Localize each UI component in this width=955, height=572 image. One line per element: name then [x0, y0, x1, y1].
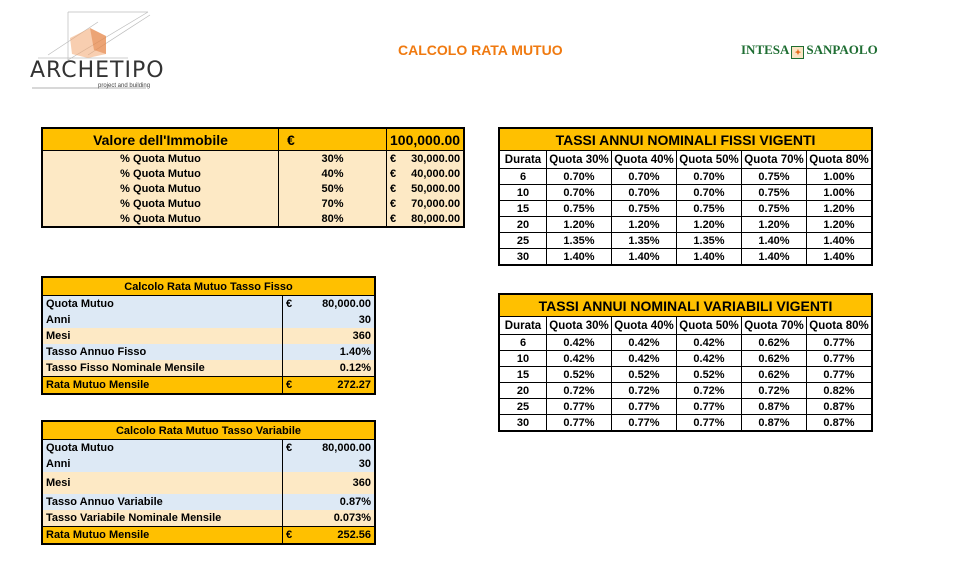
rate-cell: 0.42% — [677, 335, 742, 351]
rate-cell: 0.77% — [677, 415, 742, 432]
table-row — [499, 383, 872, 399]
table-row — [499, 399, 872, 415]
calc-variable-title: Calcolo Rata Mutuo Tasso Variabile — [42, 421, 375, 440]
rate-cell: 30 — [499, 249, 547, 266]
rata-label: Rata Mutuo Mensile — [42, 377, 283, 395]
rate-cell: 0.75% — [612, 201, 677, 217]
table-row — [499, 351, 872, 367]
quota-label: Quota Mutuo — [42, 440, 283, 457]
quota-label: % Quota Mutuo — [42, 211, 279, 227]
calc-variable-mensile-row — [42, 510, 375, 527]
quota-amount-cell — [387, 211, 465, 227]
anni-value[interactable]: 30 — [283, 456, 376, 472]
rate-cell: 1.20% — [677, 217, 742, 233]
rate-cell: 1.20% — [612, 217, 677, 233]
quota-currency: € — [390, 182, 397, 195]
rate-cell: 0.62% — [742, 351, 807, 367]
calc-fixed-table — [41, 276, 376, 395]
property-value-row — [42, 128, 464, 151]
rata-value-cell — [283, 377, 376, 395]
calc-fixed-quota-row — [42, 296, 375, 313]
rate-cell: 0.77% — [547, 399, 612, 415]
quota-pct: 40% — [279, 166, 387, 181]
quota-currency: € — [286, 442, 293, 454]
calc-fixed-mesi-row — [42, 328, 375, 344]
rate-cell: 0.72% — [677, 383, 742, 399]
quota-pct: 50% — [279, 181, 387, 196]
quota-amount: 70,000.00 — [411, 197, 461, 210]
rate-cell: 6 — [499, 169, 547, 185]
quota-pct: 70% — [279, 196, 387, 211]
rate-cell: 1.40% — [677, 249, 742, 266]
calc-variable-rata-row — [42, 527, 375, 545]
rate-cell: 0.62% — [742, 335, 807, 351]
calc-fixed-rata-row — [42, 377, 375, 395]
calc-variable-mesi-row — [42, 472, 375, 494]
logo-name: ARCHETIPO — [30, 58, 165, 83]
rate-cell: 20 — [499, 383, 547, 399]
rate-cell: 0.77% — [807, 351, 873, 367]
quota-label: % Quota Mutuo — [42, 151, 279, 167]
calc-variable-tasso-row — [42, 494, 375, 510]
mensile-value: 0.073% — [283, 510, 376, 527]
rate-cell: 0.70% — [612, 169, 677, 185]
table-row — [499, 201, 872, 217]
rate-cell: 0.77% — [807, 335, 873, 351]
rate-cell: 0.70% — [547, 169, 612, 185]
column-header: Quota 70% — [742, 151, 807, 169]
quota-currency: € — [390, 212, 397, 225]
rate-cell: 0.75% — [677, 201, 742, 217]
intesa-sanpaolo-logo — [741, 42, 878, 59]
rate-cell: 1.00% — [807, 185, 873, 201]
rate-cell: 0.42% — [612, 351, 677, 367]
variable-rates-title: TASSI ANNUI NOMINALI VARIABILI VIGENTI — [499, 294, 872, 317]
calc-variable-quota-row — [42, 440, 375, 457]
quota-currency: € — [390, 197, 397, 210]
mesi-value: 360 — [283, 328, 376, 344]
mensile-label: Tasso Fisso Nominale Mensile — [42, 360, 283, 377]
table-row — [499, 233, 872, 249]
rate-cell: 0.70% — [677, 185, 742, 201]
property-value-label: Valore dell'Immobile — [42, 128, 279, 151]
quota-label: % Quota Mutuo — [42, 166, 279, 181]
rate-cell: 15 — [499, 367, 547, 383]
rate-cell: 0.42% — [547, 335, 612, 351]
fixed-rates-title: TASSI ANNUI NOMINALI FISSI VIGENTI — [499, 128, 872, 151]
column-header: Durata — [499, 317, 547, 335]
table-row — [499, 217, 872, 233]
rate-cell: 0.52% — [547, 367, 612, 383]
column-header: Quota 80% — [807, 317, 873, 335]
mensile-label: Tasso Variabile Nominale Mensile — [42, 510, 283, 527]
rate-cell: 10 — [499, 185, 547, 201]
quota-row — [42, 151, 464, 167]
rate-cell: 1.20% — [547, 217, 612, 233]
tasso-label: Tasso Annuo Fisso — [42, 344, 283, 360]
quota-row — [42, 181, 464, 196]
table-row — [499, 249, 872, 266]
calc-fixed-anni-row — [42, 312, 375, 328]
rate-cell: 30 — [499, 415, 547, 432]
table-row — [499, 335, 872, 351]
quota-amount: 40,000.00 — [411, 167, 461, 180]
rate-cell: 0.75% — [742, 185, 807, 201]
rate-cell: 0.82% — [807, 383, 873, 399]
tasso-label: Tasso Annuo Variabile — [42, 494, 283, 510]
table-row — [499, 185, 872, 201]
fixed-rates-table — [498, 127, 873, 266]
rate-cell: 1.40% — [547, 249, 612, 266]
quota-amount-cell — [387, 166, 465, 181]
rate-cell: 0.72% — [547, 383, 612, 399]
rate-cell: 1.20% — [807, 217, 873, 233]
quota-row — [42, 211, 464, 227]
rate-cell: 0.87% — [807, 415, 873, 432]
rata-value-cell — [283, 527, 376, 545]
rate-cell: 25 — [499, 399, 547, 415]
quota-value: 80,000.00 — [322, 442, 371, 454]
table-row — [499, 367, 872, 383]
mensile-value: 0.12% — [283, 360, 376, 377]
rate-cell: 0.75% — [547, 201, 612, 217]
quota-row — [42, 196, 464, 211]
anni-label: Anni — [42, 312, 283, 328]
calc-variable-anni-row — [42, 456, 375, 472]
quota-value-cell[interactable] — [283, 440, 376, 457]
property-currency: € — [279, 128, 387, 151]
calc-fixed-tasso-row — [42, 344, 375, 360]
quota-label: % Quota Mutuo — [42, 196, 279, 211]
rate-cell: 0.52% — [677, 367, 742, 383]
rata-label: Rata Mutuo Mensile — [42, 527, 283, 545]
quota-row — [42, 166, 464, 181]
rate-cell: 15 — [499, 201, 547, 217]
column-header: Quota 80% — [807, 151, 873, 169]
rata-currency: € — [286, 529, 293, 541]
table-row — [499, 169, 872, 185]
rate-cell: 1.35% — [547, 233, 612, 249]
quota-label: % Quota Mutuo — [42, 181, 279, 196]
rate-cell: 0.75% — [742, 201, 807, 217]
quota-label: Quota Mutuo — [42, 296, 283, 313]
rate-cell: 0.42% — [677, 351, 742, 367]
column-header: Quota 40% — [612, 317, 677, 335]
rate-cell: 1.40% — [807, 249, 873, 266]
quota-amount: 80,000.00 — [411, 212, 461, 225]
quota-currency: € — [390, 167, 397, 180]
rata-value: 272.27 — [337, 379, 371, 391]
table-row — [499, 415, 872, 432]
quota-amount: 50,000.00 — [411, 182, 461, 195]
column-header: Quota 30% — [547, 151, 612, 169]
page-title: CALCOLO RATA MUTUO — [398, 42, 563, 58]
rate-cell: 10 — [499, 351, 547, 367]
rate-cell: 0.77% — [612, 399, 677, 415]
rata-currency: € — [286, 379, 293, 391]
rate-cell: 0.87% — [742, 415, 807, 432]
brand-right: SANPAOLO — [806, 42, 878, 57]
rate-cell: 0.77% — [547, 415, 612, 432]
variable-rates-header-row — [499, 317, 872, 335]
rate-cell: 1.40% — [612, 249, 677, 266]
property-value[interactable]: 100,000.00 — [387, 128, 465, 151]
rate-cell: 1.40% — [742, 233, 807, 249]
rate-cell: 0.42% — [612, 335, 677, 351]
column-header: Durata — [499, 151, 547, 169]
variable-rates-table — [498, 293, 873, 432]
quota-pct: 80% — [279, 211, 387, 227]
calc-fixed-mensile-row — [42, 360, 375, 377]
mesi-label: Mesi — [42, 328, 283, 344]
property-value-table — [41, 127, 465, 228]
quota-amount: 30,000.00 — [411, 152, 461, 165]
rate-cell: 0.70% — [547, 185, 612, 201]
rate-cell: 0.77% — [807, 367, 873, 383]
quota-amount-cell — [387, 181, 465, 196]
quota-amount-cell — [387, 196, 465, 211]
rate-cell: 1.20% — [807, 201, 873, 217]
quota-value-cell[interactable] — [283, 296, 376, 313]
column-header: Quota 50% — [677, 151, 742, 169]
column-header: Quota 30% — [547, 317, 612, 335]
column-header: Quota 50% — [677, 317, 742, 335]
rate-cell: 0.87% — [807, 399, 873, 415]
tasso-value[interactable]: 1.40% — [283, 344, 376, 360]
calc-fixed-title: Calcolo Rata Mutuo Tasso Fisso — [42, 277, 375, 296]
rate-cell: 0.62% — [742, 367, 807, 383]
quota-value: 80,000.00 — [322, 298, 371, 310]
rate-cell: 0.87% — [742, 399, 807, 415]
rate-cell: 0.77% — [612, 415, 677, 432]
calc-variable-table — [41, 420, 376, 545]
mesi-label: Mesi — [42, 472, 283, 494]
anni-label: Anni — [42, 456, 283, 472]
brand-emblem-icon: ✦ — [791, 46, 804, 59]
fixed-rates-header-row — [499, 151, 872, 169]
quota-currency: € — [286, 298, 293, 310]
tasso-value[interactable]: 0.87% — [283, 494, 376, 510]
rate-cell: 0.75% — [742, 169, 807, 185]
logo-tagline: project and building — [98, 83, 151, 89]
brand-left: INTESA — [741, 42, 790, 57]
rate-cell: 0.72% — [612, 383, 677, 399]
rate-cell: 1.40% — [807, 233, 873, 249]
column-header: Quota 40% — [612, 151, 677, 169]
rate-cell: 0.42% — [547, 351, 612, 367]
rate-cell: 0.70% — [677, 169, 742, 185]
rate-cell: 25 — [499, 233, 547, 249]
rate-cell: 1.00% — [807, 169, 873, 185]
mesi-value: 360 — [283, 472, 376, 494]
rate-cell: 0.52% — [612, 367, 677, 383]
quota-pct: 30% — [279, 151, 387, 167]
rate-cell: 1.35% — [612, 233, 677, 249]
rate-cell: 0.72% — [742, 383, 807, 399]
quota-amount-cell — [387, 151, 465, 167]
rate-cell: 0.70% — [612, 185, 677, 201]
rata-value: 252.56 — [337, 529, 371, 541]
rate-cell: 20 — [499, 217, 547, 233]
rate-cell: 1.35% — [677, 233, 742, 249]
quota-currency: € — [390, 152, 397, 165]
rate-cell: 1.40% — [742, 249, 807, 266]
column-header: Quota 70% — [742, 317, 807, 335]
rate-cell: 0.77% — [677, 399, 742, 415]
rate-cell: 6 — [499, 335, 547, 351]
anni-value[interactable]: 30 — [283, 312, 376, 328]
rate-cell: 1.20% — [742, 217, 807, 233]
